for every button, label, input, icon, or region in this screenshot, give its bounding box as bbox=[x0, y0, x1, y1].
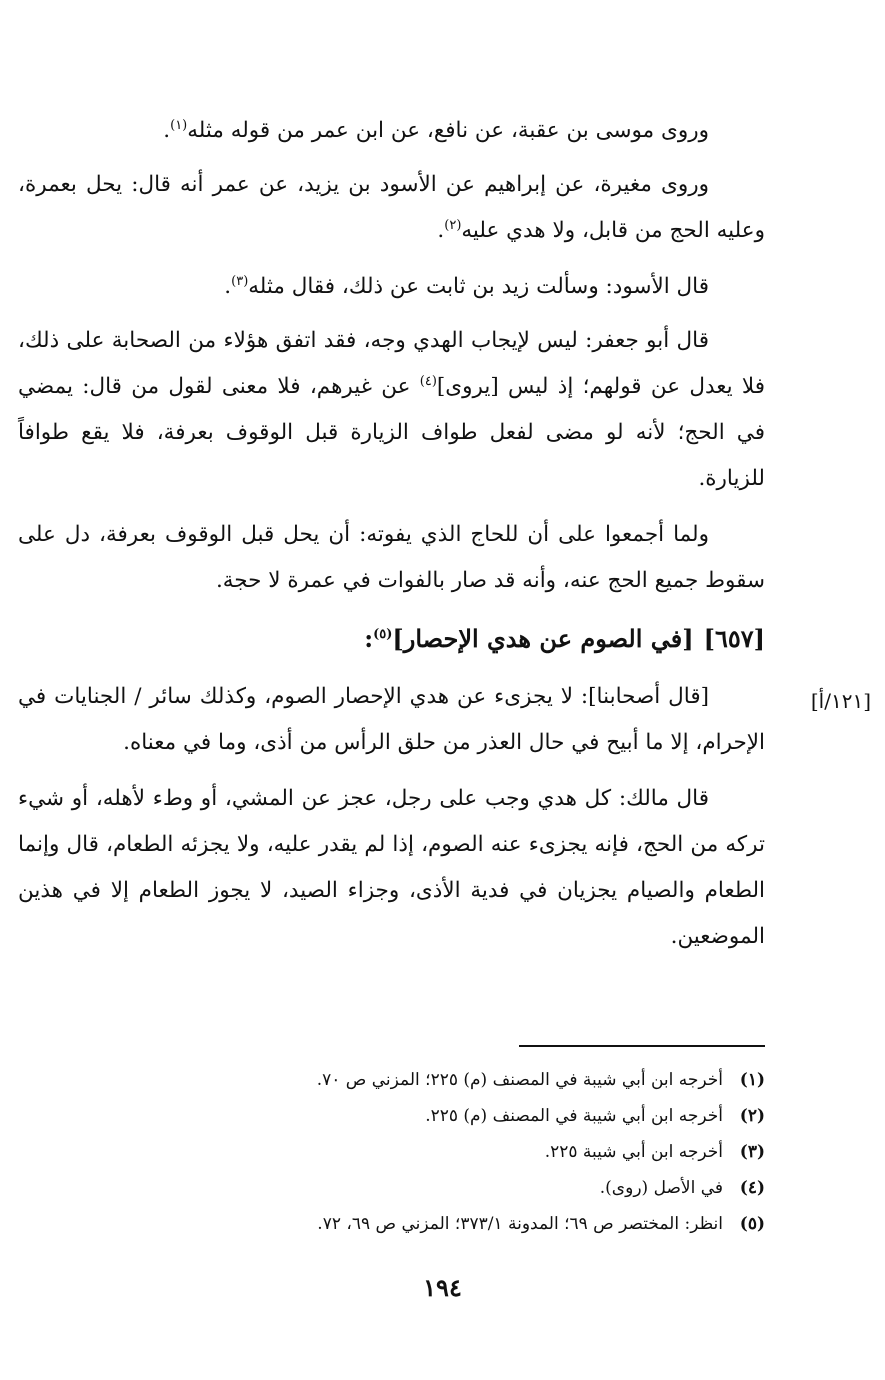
paragraph-5-text: ولما أجمعوا على أن للحاج الذي يفوته: أن يحل قبل الوقوف بعرفة، دل على سقوط جميع الحج عنه، وأنه قد صار بالفوات في عمرة لا حجة. bbox=[18, 522, 765, 593]
paragraph-4-rest: عن غيرهم، فلا معنى لقول من قال: يمضي في الحج؛ لأنه لو مضى لفعل طواف الزيارة قبل الوقوف بعرفة، فلا يقع طوافاً للزيارة. bbox=[18, 374, 765, 491]
footnote-4 bbox=[120, 1170, 765, 1206]
main-text bbox=[18, 108, 765, 970]
footnote-text: أخرجه ابن أبي شيبة في المصنف (م) ٢٢٥. bbox=[425, 1106, 723, 1126]
footnote-text: انظر: المختصر ص ٦٩؛ المدونة ٣٧٣/١؛ المزني ص ٦٩، ٧٢. bbox=[317, 1214, 723, 1234]
footnote-number: (٣) bbox=[739, 1142, 765, 1162]
section-number: [٦٥٧] bbox=[703, 624, 765, 653]
section-title: [في الصوم عن هدي الإحصار] bbox=[392, 624, 694, 653]
page-number: ١٩٤ bbox=[423, 1273, 462, 1302]
section-heading-colon: : bbox=[364, 624, 374, 653]
footnote-number: (٤) bbox=[739, 1178, 765, 1198]
footnote-number: (٢) bbox=[739, 1106, 765, 1126]
footnote-3 bbox=[120, 1134, 765, 1170]
footnote-text: أخرجه ابن أبي شيبة في المصنف (م) ٢٢٥؛ المزني ص ٧٠. bbox=[316, 1070, 723, 1090]
paragraph-6-text: [قال أصحابنا]: لا يجزىء عن هدي الإحصار الصوم، وكذلك سائر / الجنايات في الإحرام، إلا ما أبيح في حال العذر من حلق الرأس من أذى، وما في معناه. bbox=[18, 684, 765, 755]
paragraph-1-text: وروى موسى بن عقبة، عن نافع، عن ابن عمر من قوله مثله bbox=[187, 118, 709, 143]
paragraph-4-text: قال أبو جعفر: ليس لإيجاب الهدي وجه، فقد اتفق هؤلاء من الصحابة على ذلك، فلا يعدل عن قولهم؛ إذ ليس [يروى] bbox=[18, 328, 765, 399]
footnotes bbox=[120, 1062, 765, 1242]
footnote-ref-1[interactable]: (١) bbox=[170, 117, 188, 133]
footnote-number: (١) bbox=[739, 1070, 765, 1090]
section-heading bbox=[18, 614, 765, 664]
paragraph-2-text: وروى مغيرة، عن إبراهيم عن الأسود بن يزيد، عن عمر أنه قال: يحل بعمرة، وعليه الحج من قابل، ولا هدي عليه bbox=[18, 172, 765, 243]
footnote-2 bbox=[120, 1098, 765, 1134]
footnote-ref-5[interactable]: (٥) bbox=[373, 627, 393, 642]
paragraph-1 bbox=[18, 108, 765, 154]
footnote-text: أخرجه ابن أبي شيبة ٢٢٥. bbox=[544, 1142, 723, 1162]
paragraph-1-end: . bbox=[163, 118, 171, 143]
footnote-number: (٥) bbox=[739, 1214, 765, 1234]
paragraph-5 bbox=[18, 512, 765, 604]
footnote-divider bbox=[519, 1045, 765, 1047]
footnote-5 bbox=[120, 1206, 765, 1242]
paragraph-7 bbox=[18, 776, 765, 960]
paragraph-3-end: . bbox=[224, 274, 232, 299]
footnote-ref-4[interactable]: (٤) bbox=[419, 373, 437, 389]
paragraph-3-text: قال الأسود: وسألت زيد بن ثابت عن ذلك، فقال مثله bbox=[248, 274, 709, 299]
footnote-text: في الأصل (روى). bbox=[599, 1178, 723, 1198]
paragraph-2 bbox=[18, 162, 765, 254]
paragraph-3 bbox=[18, 264, 765, 310]
paragraph-4 bbox=[18, 318, 765, 502]
footnote-ref-3[interactable]: (٣) bbox=[231, 273, 249, 289]
footnote-ref-2[interactable]: (٢) bbox=[444, 217, 462, 233]
footnote-1 bbox=[120, 1062, 765, 1098]
margin-folio-note: [١٢١/أ] bbox=[810, 689, 871, 713]
paragraph-7-text: قال مالك: كل هدي وجب على رجل، عجز عن المشي، أو وطء لأهله، أو شيء تركه من الحج، فإنه يجزىء عنه الصوم، إذا لم يقدر عليه، ولا يجزئه الطعام، قال وإنما الطعام والصيام يجزيان في فدية الأذى، وجزاء الصيد، لا يجوز الطعام إلا في هذين الموضعين. bbox=[18, 786, 765, 949]
paragraph-2-end: . bbox=[437, 218, 445, 243]
paragraph-6 bbox=[18, 674, 765, 766]
